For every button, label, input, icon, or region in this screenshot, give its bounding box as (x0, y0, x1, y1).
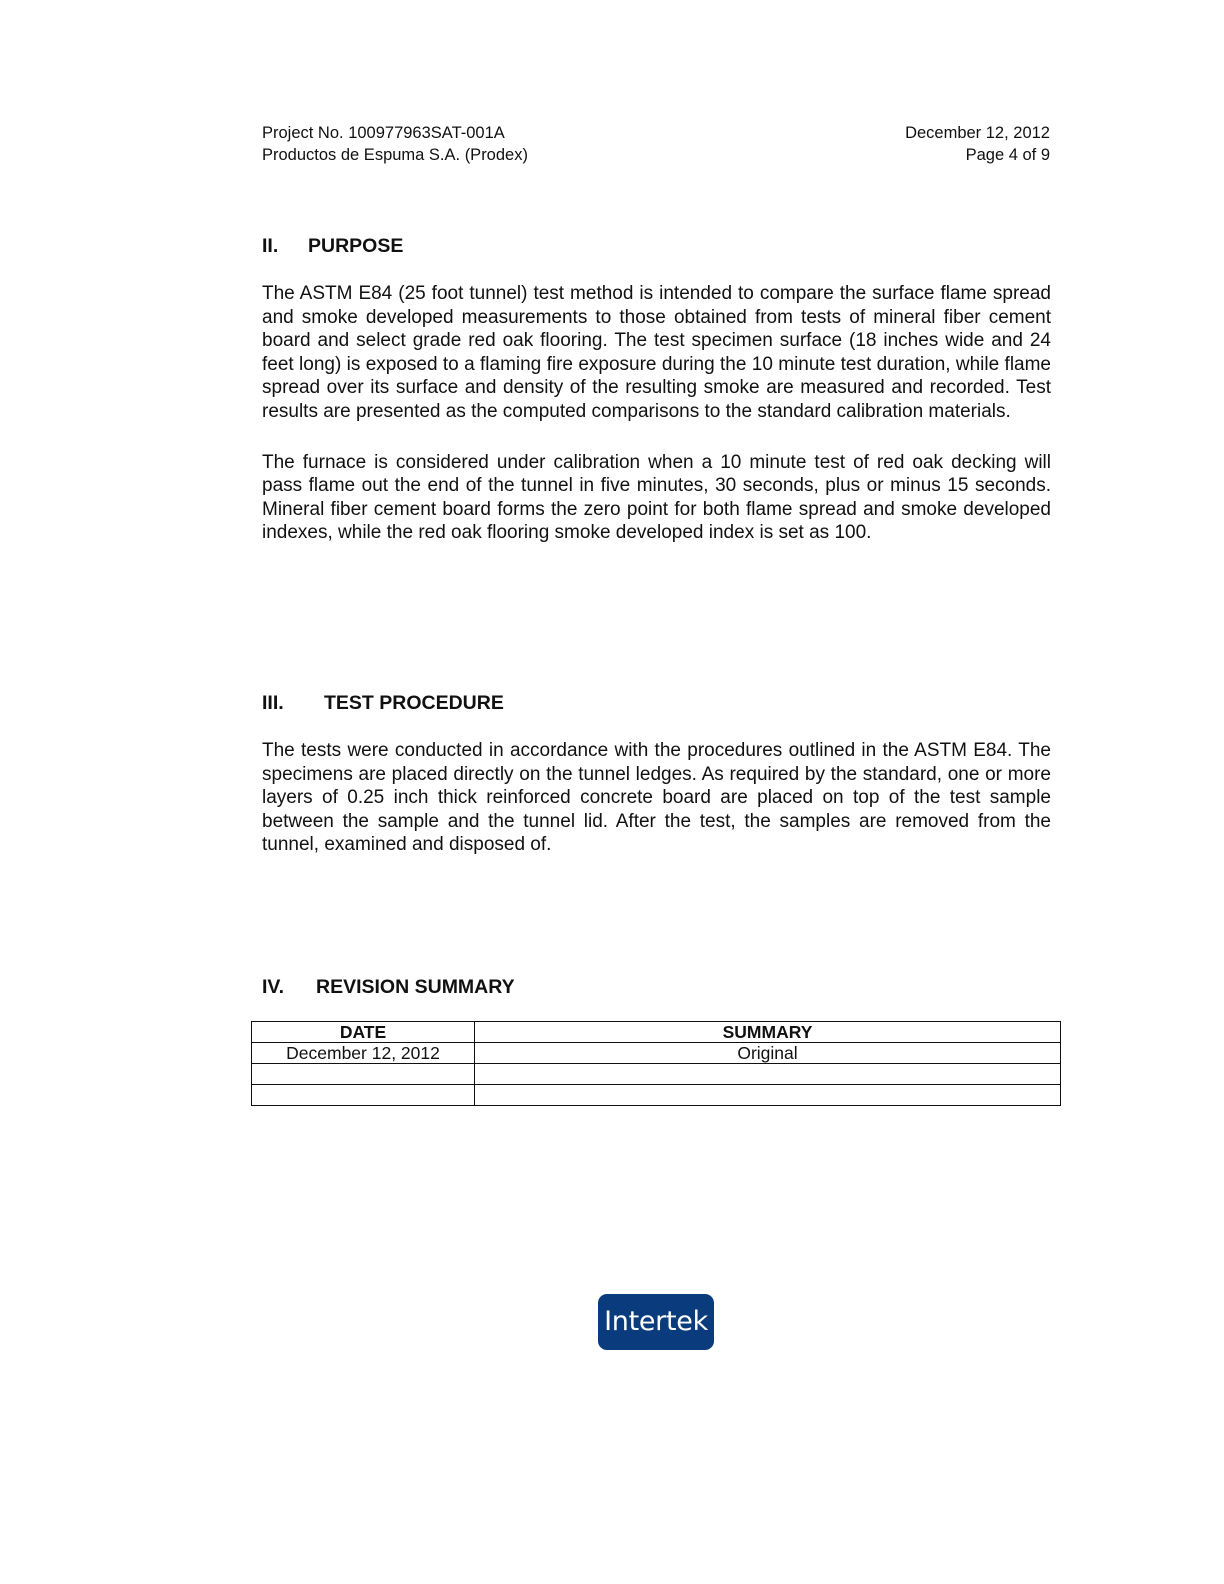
table-cell-date (252, 1085, 475, 1106)
table-row (252, 1085, 1061, 1106)
section-number: IV. (262, 976, 285, 998)
table-cell-date: December 12, 2012 (252, 1043, 475, 1064)
header-left (262, 122, 528, 166)
header-right (905, 122, 1050, 166)
column-header-date: DATE (252, 1022, 475, 1043)
section-purpose (262, 234, 1051, 545)
table-row (252, 1064, 1061, 1085)
procedure-paragraph-1: The tests were conducted in accordance with the procedures outlined in the ASTM E84. The specimens are placed directly on the tunnel ledges. As required by the standard, one or more layers of 0.25 inch thick reinforced concrete board are placed on top of the test sample between the sample and the tunnel lid. After the test, the samples are removed from the tunnel, examined and disposed of. (262, 740, 1051, 856)
report-date: December 12, 2012 (905, 124, 1050, 142)
column-header-summary: SUMMARY (475, 1022, 1061, 1043)
page-number: Page 4 of 9 (965, 146, 1050, 164)
purpose-paragraph-2: The furnace is considered under calibration when a 10 minute test of red oak decking will pass flame out the end of the tunnel in five minutes, 30 seconds, plus or minus 15 seconds. Mineral fiber cement board forms the zero point for both flame spread and smoke developed indexes, while the red oak flooring smoke developed index is set as 100. (262, 451, 1051, 544)
section-revision-summary (262, 975, 1051, 999)
section-heading-purpose (262, 234, 1051, 258)
section-heading-revision-summary (262, 975, 1051, 999)
table-cell-summary (475, 1085, 1061, 1106)
section-heading-test-procedure (262, 691, 1051, 715)
table-header-row (252, 1022, 1061, 1043)
section-number: II. (262, 235, 279, 257)
project-number: Project No. 100977963SAT-001A (262, 124, 505, 142)
section-title: PURPOSE (308, 235, 404, 257)
table-cell-summary (475, 1064, 1061, 1085)
section-title: TEST PROCEDURE (324, 692, 504, 714)
table-row (252, 1043, 1061, 1064)
purpose-paragraph-1: The ASTM E84 (25 foot tunnel) test method is intended to compare the surface flame spread and smoke developed measurements to those obtained from tests of mineral fiber cement board and select grade red oak flooring. The test specimen surface (18 inches wide and 24 feet long) is exposed to a flaming fire exposure during the 10 minute test duration, while flame spread over its surface and density of the resulting smoke are measured and recorded. Test results are presented as the computed comparisons to the standard calibration materials. (262, 283, 1051, 422)
client-name: Productos de Espuma S.A. (Prodex) (262, 146, 528, 164)
table-cell-summary: Original (475, 1043, 1061, 1064)
section-title: REVISION SUMMARY (316, 976, 515, 998)
section-test-procedure (262, 691, 1051, 857)
revision-table (251, 1021, 1061, 1106)
section-number: III. (262, 692, 284, 714)
intertek-logo: Intertek (598, 1294, 714, 1350)
table-cell-date (252, 1064, 475, 1085)
